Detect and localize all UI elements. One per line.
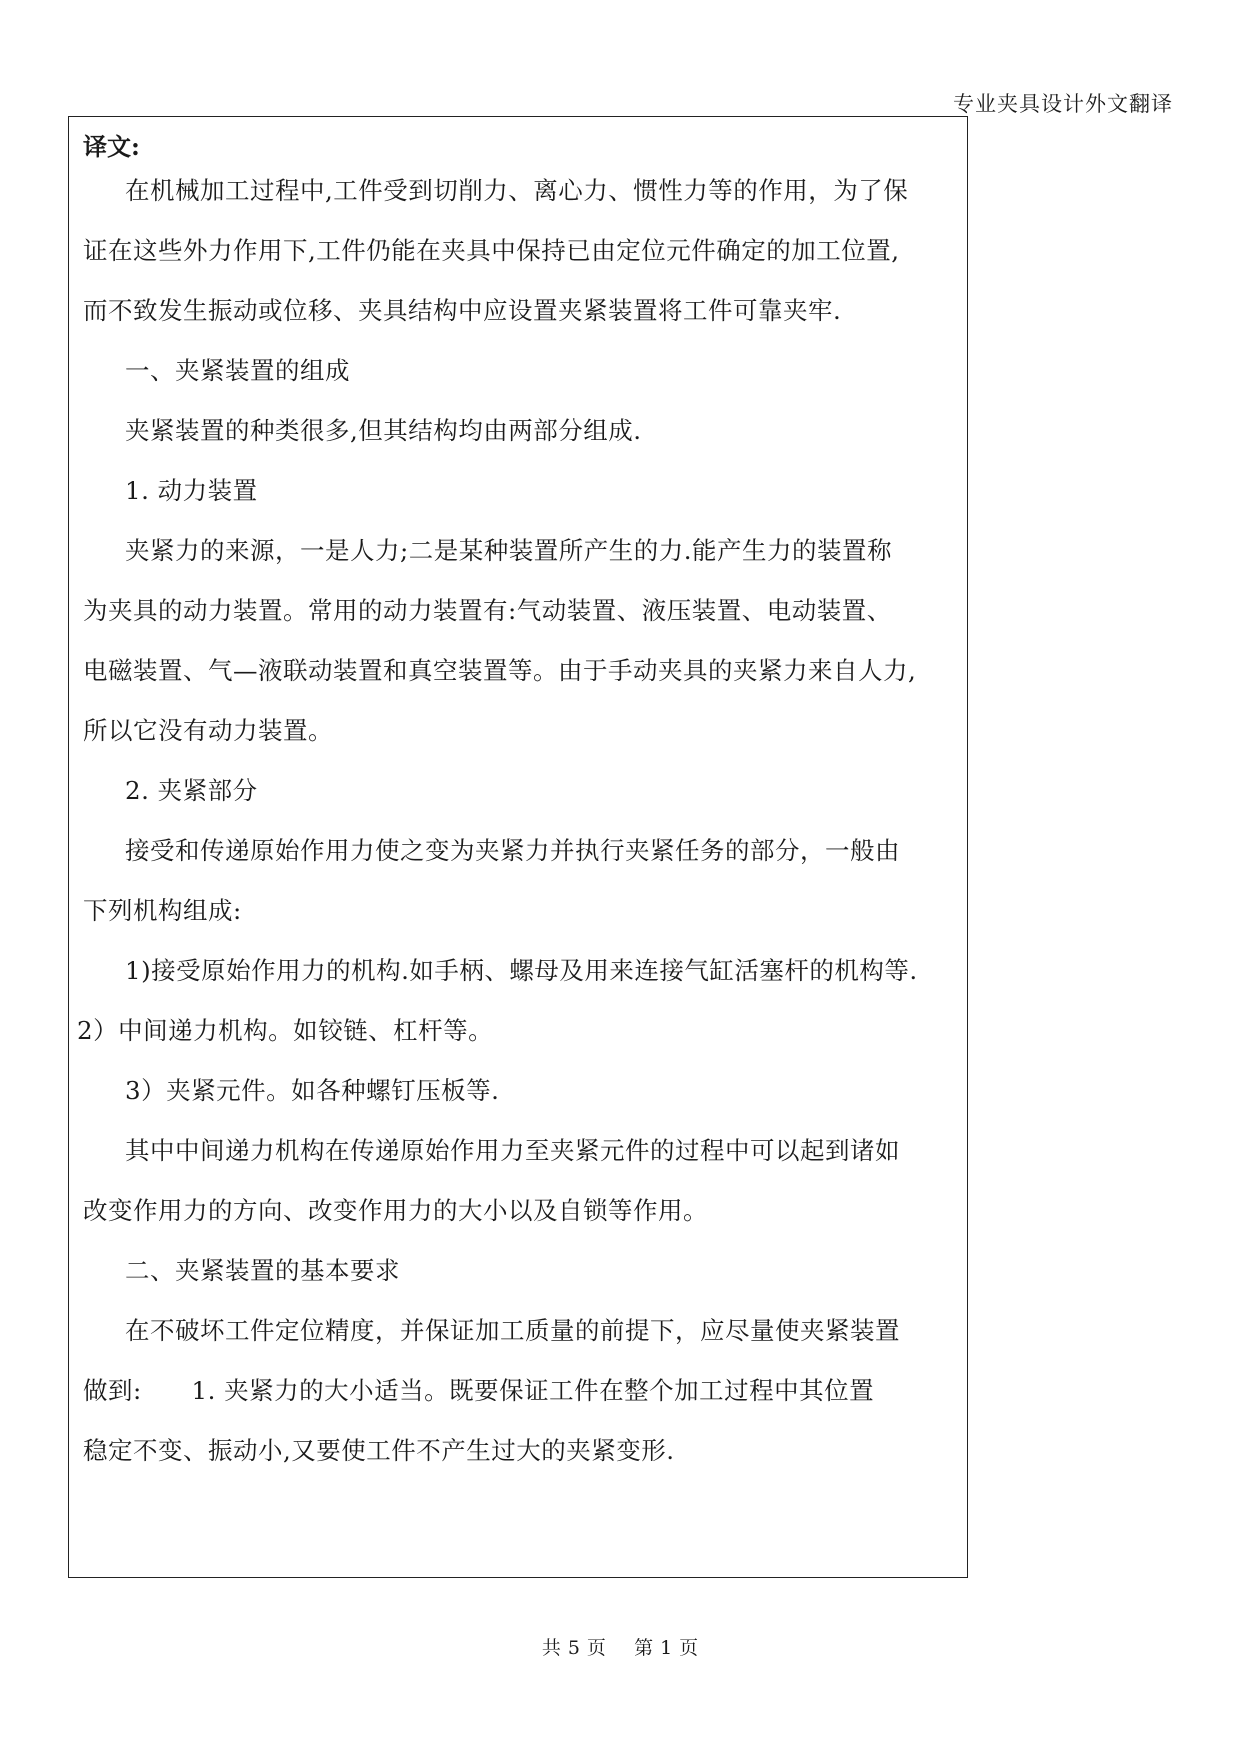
total-pages-suffix: 页 bbox=[586, 1637, 607, 1659]
section-heading: 一、夹紧装置的组成 bbox=[125, 356, 350, 385]
paragraph-line: 电磁装置、气—液联动装置和真空装置等。由于手动夹具的夹紧力来自人力, bbox=[83, 656, 917, 685]
total-pages-count: 5 bbox=[567, 1637, 581, 1659]
current-page-number: 1 bbox=[660, 1637, 674, 1659]
translation-title: 译文: bbox=[83, 132, 140, 161]
paragraph-line: 所以它没有动力装置。 bbox=[83, 716, 333, 745]
total-pages-prefix: 共 bbox=[541, 1637, 562, 1659]
paragraph-line: 做到: 1. 夹紧力的大小适当。既要保证工件在整个加工过程中其位置 bbox=[83, 1376, 875, 1405]
subsection-heading: 1. 动力装置 bbox=[125, 476, 258, 505]
paragraph-line: 为夹具的动力装置。常用的动力装置有:气动装置、液压装置、电动装置、 bbox=[83, 596, 892, 625]
current-page-prefix: 第 bbox=[634, 1637, 655, 1659]
paragraph-line: 改变作用力的方向、改变作用力的大小以及自锁等作用。 bbox=[83, 1196, 708, 1225]
paragraph-line: 在机械加工过程中,工件受到切削力、离心力、惯性力等的作用，为了保 bbox=[125, 176, 909, 205]
page-footer bbox=[0, 1633, 1241, 1660]
current-page-suffix: 页 bbox=[679, 1637, 700, 1659]
paragraph-line: 证在这些外力作用下,工件仍能在夹具中保持已由定位元件确定的加工位置, bbox=[83, 236, 900, 265]
paragraph-line: 其中中间递力机构在传递原始作用力至夹紧元件的过程中可以起到诸如 bbox=[125, 1136, 900, 1165]
page-header: 专业夹具设计外文翻译 bbox=[953, 92, 1173, 116]
paragraph-line: 下列机构组成: bbox=[83, 896, 242, 925]
paragraph-line: 而不致发生振动或位移、夹具结构中应设置夹紧装置将工件可靠夹牢. bbox=[83, 296, 842, 325]
paragraph-line: 夹紧力的来源，一是人力;二是某种装置所产生的力.能产生力的装置称 bbox=[125, 536, 893, 565]
list-item: 2）中间递力机构。如铰链、杠杆等。 bbox=[77, 1016, 494, 1045]
paragraph-line: 在不破坏工件定位精度，并保证加工质量的前提下，应尽量使夹紧装置 bbox=[125, 1316, 900, 1345]
list-item: 1)接受原始作用力的机构.如手柄、螺母及用来连接气缸活塞杆的机构等. bbox=[125, 956, 918, 985]
paragraph-line: 稳定不变、振动小,又要使工件不产生过大的夹紧变形. bbox=[83, 1436, 675, 1465]
paragraph-line: 夹紧装置的种类很多,但其结构均由两部分组成. bbox=[125, 416, 642, 445]
translation-text-box bbox=[68, 116, 968, 1578]
section-heading: 二、夹紧装置的基本要求 bbox=[125, 1256, 400, 1285]
list-item: 3）夹紧元件。如各种螺钉压板等. bbox=[125, 1076, 500, 1105]
paragraph-line: 接受和传递原始作用力使之变为夹紧力并执行夹紧任务的部分，一般由 bbox=[125, 836, 900, 865]
subsection-heading: 2. 夹紧部分 bbox=[125, 776, 258, 805]
